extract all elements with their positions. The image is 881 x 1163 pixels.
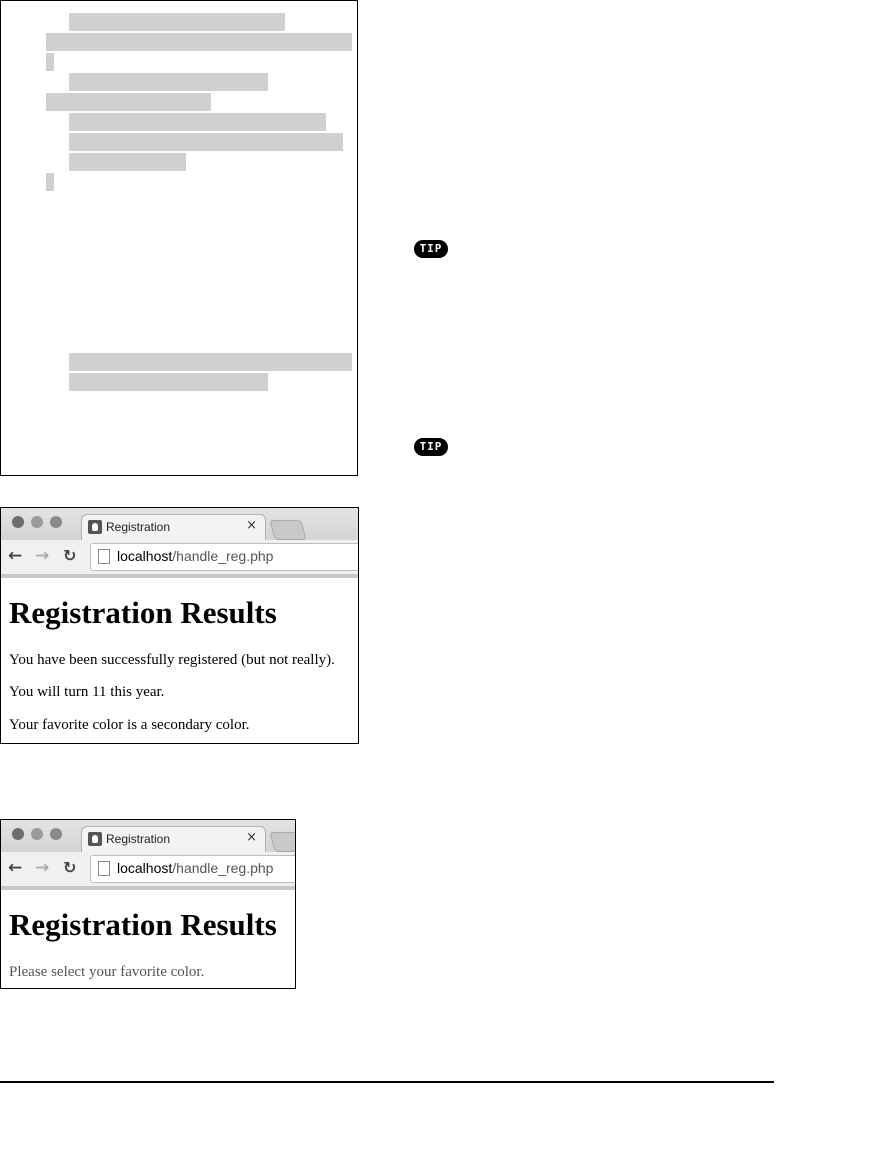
forward-arrow-icon[interactable]: → [35, 858, 50, 878]
code-listing-box [0, 0, 358, 476]
close-window-dot-icon[interactable] [12, 516, 24, 528]
navigation-bar [1, 540, 358, 578]
tab-close-icon[interactable]: × [246, 830, 257, 845]
tip-badge-icon: TIP [414, 240, 448, 258]
tab-registration[interactable] [81, 826, 266, 852]
redacted-code-line [46, 53, 54, 71]
zoom-window-dot-icon[interactable] [50, 828, 62, 840]
url-text [117, 548, 273, 564]
browser-window-error [0, 819, 296, 989]
redacted-code-line [46, 33, 352, 51]
result-message: Your favorite color is a secondary color. [9, 717, 250, 733]
page-document-icon [98, 549, 110, 564]
new-tab-button[interactable] [269, 832, 296, 852]
navigation-bar [1, 852, 295, 890]
address-bar[interactable] [90, 855, 296, 883]
tab-title: Registration [106, 520, 171, 534]
minimize-window-dot-icon[interactable] [31, 516, 43, 528]
minimize-window-dot-icon[interactable] [31, 828, 43, 840]
redacted-code-line [46, 173, 54, 191]
back-arrow-icon[interactable]: ← [8, 858, 23, 878]
tab-registration[interactable] [81, 514, 266, 540]
page-content [9, 907, 291, 943]
redacted-code-line [46, 93, 211, 111]
result-message: You have been successfully registered (but not really). [9, 652, 335, 668]
redacted-code-line [69, 133, 343, 151]
tab-close-icon[interactable]: × [246, 518, 257, 533]
page-heading: Registration Results [9, 595, 277, 630]
reload-icon[interactable]: ↻ [63, 546, 77, 565]
page-content [9, 595, 354, 631]
url-path: /handle_reg.php [172, 548, 274, 564]
reload-icon[interactable]: ↻ [63, 858, 77, 877]
browser-window-success [0, 507, 359, 744]
url-path: /handle_reg.php [172, 860, 274, 876]
redacted-code-line [69, 353, 352, 371]
favicon-icon [88, 832, 102, 846]
url-text [117, 860, 273, 876]
back-arrow-icon[interactable]: ← [8, 546, 23, 566]
tip-badge-icon: TIP [414, 438, 448, 456]
tab-bar [1, 508, 358, 541]
result-message: You will turn 11 this year. [9, 684, 165, 700]
favicon-icon [88, 520, 102, 534]
page-heading: Registration Results [9, 907, 277, 942]
page-divider [0, 1081, 774, 1083]
redacted-code-line [69, 13, 285, 31]
error-message: Please select your favorite color. [9, 964, 205, 980]
redacted-code-line [69, 73, 268, 91]
new-tab-button[interactable] [269, 520, 306, 540]
redacted-code-line [69, 153, 186, 171]
forward-arrow-icon[interactable]: → [35, 546, 50, 566]
page-document-icon [98, 861, 110, 876]
address-bar[interactable] [90, 543, 359, 571]
close-window-dot-icon[interactable] [12, 828, 24, 840]
redacted-code-line [69, 113, 326, 131]
url-host: localhost [117, 860, 173, 876]
tab-title: Registration [106, 832, 171, 846]
redacted-code-line [69, 373, 268, 391]
url-host: localhost [117, 548, 173, 564]
zoom-window-dot-icon[interactable] [50, 516, 62, 528]
tab-bar [1, 820, 295, 853]
